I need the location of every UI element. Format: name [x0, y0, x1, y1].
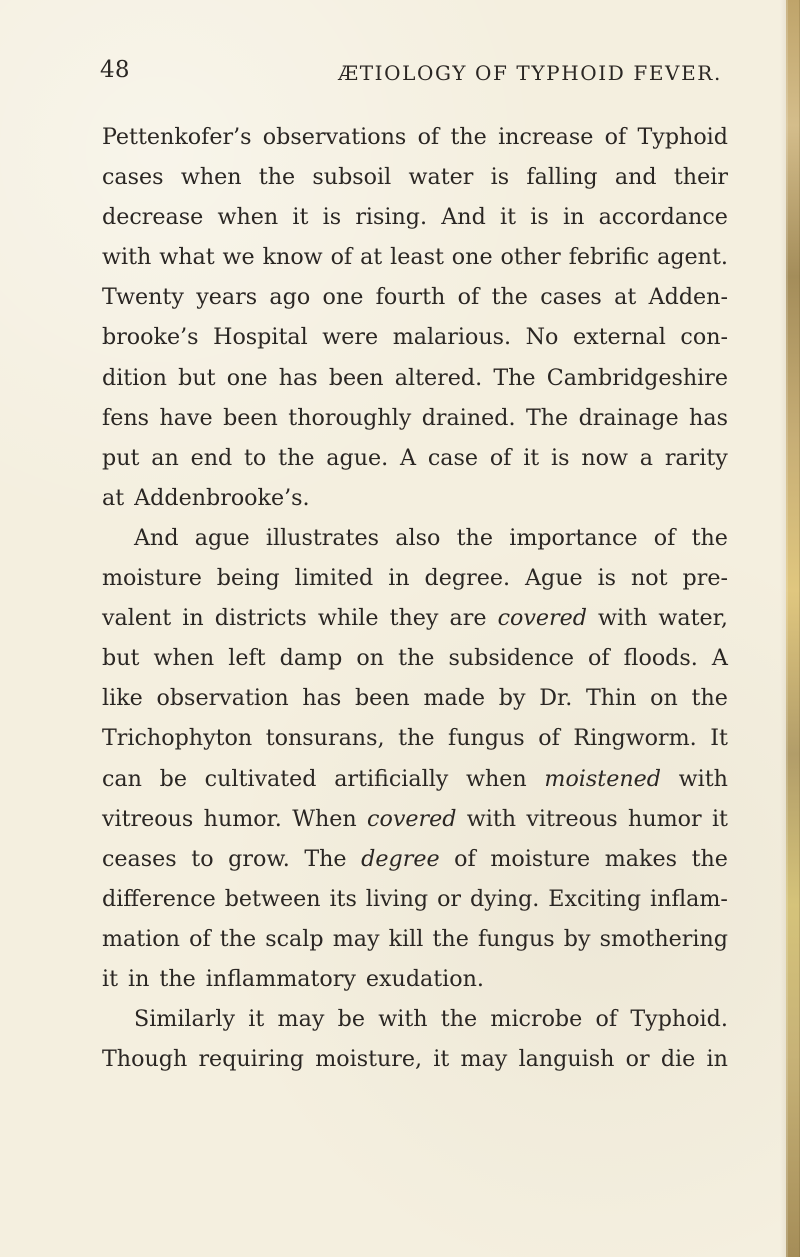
text-word: of — [489, 444, 512, 471]
text-word: when — [180, 164, 242, 191]
text-word: fourth — [375, 284, 446, 311]
text-line — [102, 638, 728, 678]
text-word: external — [572, 324, 666, 351]
text-word: is — [551, 444, 570, 471]
text-word: may — [277, 1006, 325, 1033]
text-word: ago — [269, 284, 311, 311]
text-line — [102, 799, 728, 839]
text-word: has — [278, 364, 318, 391]
text-word: The — [493, 364, 536, 391]
text-word: of — [538, 725, 560, 752]
text-word: the — [691, 685, 728, 712]
text-word: subsidence — [448, 645, 574, 672]
body-text — [102, 117, 728, 1079]
text-word: but — [178, 364, 216, 391]
text-word: it — [292, 204, 309, 231]
text-line — [102, 839, 728, 879]
text-word: with — [678, 765, 728, 792]
text-word: ceases — [102, 845, 177, 872]
text-word: drainage — [578, 404, 679, 431]
text-word: like — [102, 685, 143, 712]
text-word: when — [153, 645, 215, 672]
text-word: end — [190, 444, 233, 471]
text-word: while — [317, 605, 379, 632]
text-word: cases — [102, 164, 164, 191]
text-word: floods. — [623, 645, 698, 672]
text-word: illustrates — [265, 524, 380, 551]
text-word: is — [597, 565, 617, 592]
text-word: may — [460, 1046, 508, 1073]
text-word: it — [102, 965, 119, 992]
text-word: it — [248, 1006, 265, 1033]
text-word: its — [329, 885, 357, 912]
text-word: be — [337, 1006, 365, 1033]
text-word: moistened — [544, 765, 661, 792]
text-word: Twenty — [102, 284, 184, 311]
text-word: difference — [102, 885, 216, 912]
text-word: may — [332, 925, 380, 952]
text-word: covered — [367, 805, 457, 832]
text-word: in — [388, 565, 410, 592]
text-word: when — [466, 765, 527, 792]
text-word: Cambridgeshire — [546, 364, 728, 391]
text-word: the — [691, 845, 728, 872]
text-word: Typhoid — [637, 124, 728, 150]
text-word: inflammatory — [205, 965, 356, 992]
text-word: the — [258, 164, 296, 191]
text-word: their — [673, 164, 728, 191]
text-word: one — [322, 284, 364, 311]
text-word: altered. — [394, 364, 483, 391]
text-word: what — [159, 244, 215, 271]
text-word: the — [491, 284, 528, 311]
text-word: grow. — [228, 845, 290, 872]
text-word: it — [500, 204, 517, 231]
text-word: water, — [658, 605, 728, 632]
text-word: ague. — [326, 444, 389, 471]
text-word: observations — [262, 124, 407, 150]
text-word: at — [102, 484, 125, 511]
text-word: covered — [497, 605, 587, 632]
text-word: makes — [604, 845, 677, 872]
page-header — [100, 54, 760, 98]
text-word: drained. — [421, 404, 516, 431]
text-word: of — [653, 524, 676, 551]
text-word: die — [660, 1046, 696, 1073]
text-word: the — [440, 1006, 478, 1033]
text-word: of — [595, 1006, 618, 1033]
text-word: observation — [156, 685, 289, 712]
text-word: been — [328, 364, 384, 391]
text-word: now — [581, 444, 628, 471]
text-word: Ague — [524, 565, 583, 592]
text-word: con- — [680, 324, 728, 351]
text-word: by — [563, 925, 591, 952]
text-word: Hospital — [213, 324, 308, 351]
text-word: has — [689, 404, 728, 431]
text-word: in — [182, 605, 204, 632]
text-word: we — [222, 244, 255, 271]
text-line — [102, 358, 728, 398]
text-word: to — [244, 444, 267, 471]
text-word: humor — [628, 805, 702, 832]
text-word: an — [151, 444, 179, 471]
text-word: Typhoid. — [630, 1006, 728, 1033]
text-word: fens — [102, 404, 150, 431]
page-number: 48 — [100, 57, 130, 83]
text-word: Similarly — [134, 1006, 235, 1033]
text-word: the — [456, 524, 493, 551]
text-word: are — [449, 605, 487, 632]
text-line — [102, 598, 728, 638]
text-word: dying. — [469, 885, 540, 912]
text-word: smothering — [599, 925, 728, 952]
text-word: moisture — [102, 565, 202, 592]
text-word: the — [691, 524, 728, 551]
text-word: damp — [279, 645, 343, 672]
text-word: fungus — [477, 925, 555, 952]
text-word: the — [450, 124, 487, 150]
text-word: mation — [102, 925, 180, 952]
text-line — [102, 1039, 728, 1079]
text-word: cases — [540, 284, 602, 311]
text-word: The — [304, 845, 347, 872]
text-line — [102, 157, 728, 197]
text-word: at — [614, 284, 637, 311]
text-line — [102, 759, 728, 799]
text-word: degree. — [424, 565, 511, 592]
text-word: is — [322, 204, 342, 231]
text-word: thoroughly — [288, 404, 412, 431]
text-word: humor. — [203, 805, 282, 832]
text-word: rarity — [664, 444, 728, 471]
text-word: Addenbrooke’s. — [134, 484, 310, 511]
text-word: decrease — [102, 204, 204, 231]
text-line — [102, 718, 728, 758]
text-word: Ringworm. — [573, 725, 697, 752]
text-word: vitreous — [102, 805, 194, 832]
text-word: artificially — [334, 765, 449, 792]
text-word: they — [389, 605, 439, 632]
text-word: but — [102, 645, 140, 672]
text-word: have — [159, 404, 213, 431]
text-word: valent — [102, 605, 172, 632]
text-word: moisture, — [315, 1046, 423, 1073]
text-word: in — [562, 204, 585, 231]
text-word: No — [525, 324, 559, 351]
text-word: know — [262, 244, 323, 271]
text-word: one — [451, 244, 493, 271]
text-word: ague — [194, 524, 250, 551]
text-word: the — [398, 725, 435, 752]
text-word: of — [330, 244, 353, 271]
text-line — [102, 197, 728, 237]
text-word: accordance — [598, 204, 728, 231]
text-word: been — [223, 404, 278, 431]
text-word: been — [354, 685, 410, 712]
text-word: it — [711, 805, 728, 832]
text-word: the — [219, 925, 257, 952]
text-word: has — [302, 685, 342, 712]
text-word: And — [441, 204, 486, 231]
text-line — [102, 518, 728, 558]
text-word: vitreous — [526, 805, 618, 832]
text-word: of — [454, 845, 476, 872]
text-word: brooke’s — [102, 324, 199, 351]
text-line — [102, 879, 728, 919]
text-word: left — [228, 645, 266, 672]
text-word: It — [710, 725, 728, 752]
text-line — [102, 959, 728, 999]
text-line — [102, 398, 728, 438]
text-word: Though — [102, 1046, 188, 1073]
text-word: scalp — [265, 925, 324, 952]
text-word: requiring — [198, 1046, 304, 1073]
text-word: were — [322, 324, 379, 351]
text-word: it — [433, 1046, 450, 1073]
text-word: or — [437, 885, 462, 912]
text-word: it — [523, 444, 540, 471]
text-word: Adden- — [648, 284, 728, 311]
text-line — [102, 999, 728, 1039]
text-line — [102, 277, 728, 317]
text-word: between — [224, 885, 321, 912]
text-word: degree — [361, 845, 440, 872]
text-line — [102, 678, 728, 718]
text-word: being — [216, 565, 280, 592]
text-word: Trichophyton — [102, 725, 253, 752]
text-word: with — [466, 805, 517, 832]
text-word: of — [417, 124, 440, 150]
text-word: is — [490, 164, 510, 191]
text-word: exudation. — [365, 965, 484, 992]
text-word: one — [226, 364, 268, 391]
text-line — [102, 558, 728, 598]
text-word: at — [360, 244, 383, 271]
text-line — [102, 438, 728, 478]
text-word: on — [356, 645, 385, 672]
text-word: microbe — [490, 1006, 583, 1033]
text-line — [102, 919, 728, 959]
text-word: languish — [518, 1046, 615, 1073]
text-word: put — [102, 444, 140, 471]
text-word: pre- — [682, 565, 728, 592]
text-word: a — [639, 444, 654, 471]
text-word: the — [432, 925, 469, 952]
text-word: and — [614, 164, 657, 191]
text-word: limited — [294, 565, 374, 592]
text-word: And — [134, 524, 179, 551]
text-word: not — [631, 565, 668, 592]
text-word: the — [398, 645, 435, 672]
text-word: febrific — [568, 244, 650, 271]
text-word: When — [292, 805, 357, 832]
page-edge-binding — [786, 0, 800, 1257]
text-word: made — [423, 685, 486, 712]
text-word: living — [365, 885, 429, 912]
text-word: malarious. — [392, 324, 512, 351]
text-word: kill — [388, 925, 424, 952]
text-line — [102, 237, 728, 277]
text-word: case — [427, 444, 478, 471]
text-word: with — [378, 1006, 428, 1033]
text-word: Pettenkofer’s — [102, 124, 252, 150]
text-word: tonsurans, — [265, 725, 385, 752]
text-line — [102, 478, 728, 518]
text-word: districts — [214, 605, 307, 632]
text-word: other — [500, 244, 561, 271]
text-word: fungus — [448, 725, 525, 752]
text-word: subsoil — [312, 164, 392, 191]
text-word: A — [399, 444, 417, 471]
text-word: be — [159, 765, 187, 792]
text-word: or — [625, 1046, 650, 1073]
text-word: of — [604, 124, 627, 150]
text-word: by — [498, 685, 526, 712]
text-word: dition — [102, 364, 167, 391]
text-word: in — [706, 1046, 728, 1073]
text-word: years — [196, 284, 258, 311]
text-word: is — [530, 204, 549, 231]
text-word: to — [191, 845, 214, 872]
text-word: importance — [509, 524, 638, 551]
text-word: increase — [498, 124, 594, 150]
text-word: with — [598, 605, 648, 632]
text-line — [102, 317, 728, 357]
text-word: with — [102, 244, 152, 271]
text-word: Thin — [585, 685, 637, 712]
text-word: Exciting — [548, 885, 642, 912]
text-word: A — [711, 645, 728, 672]
text-word: of — [588, 645, 610, 672]
text-line — [102, 117, 728, 157]
text-word: the — [159, 965, 196, 992]
text-word: water — [408, 164, 474, 191]
text-word: the — [278, 444, 315, 471]
text-word: of — [189, 925, 211, 952]
text-word: when — [217, 204, 279, 231]
text-word: least — [390, 244, 444, 271]
text-word: on — [650, 685, 678, 712]
text-word: can — [102, 765, 142, 792]
text-word: in — [128, 965, 150, 992]
text-word: The — [525, 404, 569, 431]
text-word: rising. — [355, 204, 428, 231]
running-title: ÆTIOLOGY OF TYPHOID FEVER. — [338, 61, 722, 85]
text-word: cultivated — [204, 765, 317, 792]
text-word: inflam- — [649, 885, 728, 912]
text-word: Dr. — [539, 685, 573, 712]
text-word: agent. — [657, 244, 728, 271]
text-word: moisture — [490, 845, 591, 872]
text-word: also — [395, 524, 441, 551]
text-word: of — [457, 284, 480, 311]
text-word: falling — [526, 164, 598, 191]
